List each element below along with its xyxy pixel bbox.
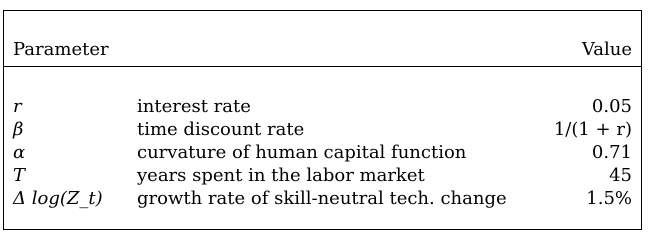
param-value: 0.05 bbox=[591, 96, 632, 117]
table-row bbox=[4, 165, 641, 187]
param-symbol: α bbox=[13, 142, 26, 163]
param-symbol: Δ log(Z_t) bbox=[13, 188, 103, 209]
param-description: interest rate bbox=[137, 96, 251, 117]
parameter-table bbox=[3, 10, 642, 230]
param-value: 1.5% bbox=[586, 188, 632, 209]
table-header bbox=[4, 39, 641, 63]
table-row bbox=[4, 96, 641, 118]
param-value: 1/(1 + r) bbox=[553, 119, 632, 140]
header-value: Value bbox=[581, 39, 632, 60]
table-row bbox=[4, 188, 641, 210]
param-symbol: T bbox=[13, 165, 26, 186]
param-value: 0.71 bbox=[591, 142, 632, 163]
param-symbol: r bbox=[13, 96, 22, 117]
table-row bbox=[4, 142, 641, 164]
param-symbol: β bbox=[13, 119, 24, 140]
param-value: 45 bbox=[609, 165, 632, 186]
header-parameter: Parameter bbox=[13, 39, 109, 60]
param-description: curvature of human capital function bbox=[137, 142, 467, 163]
table-row bbox=[4, 119, 641, 141]
param-description: growth rate of skill-neutral tech. change bbox=[137, 188, 507, 209]
param-description: time discount rate bbox=[137, 119, 305, 140]
param-description: years spent in the labor market bbox=[137, 165, 425, 186]
header-rule bbox=[4, 66, 641, 67]
